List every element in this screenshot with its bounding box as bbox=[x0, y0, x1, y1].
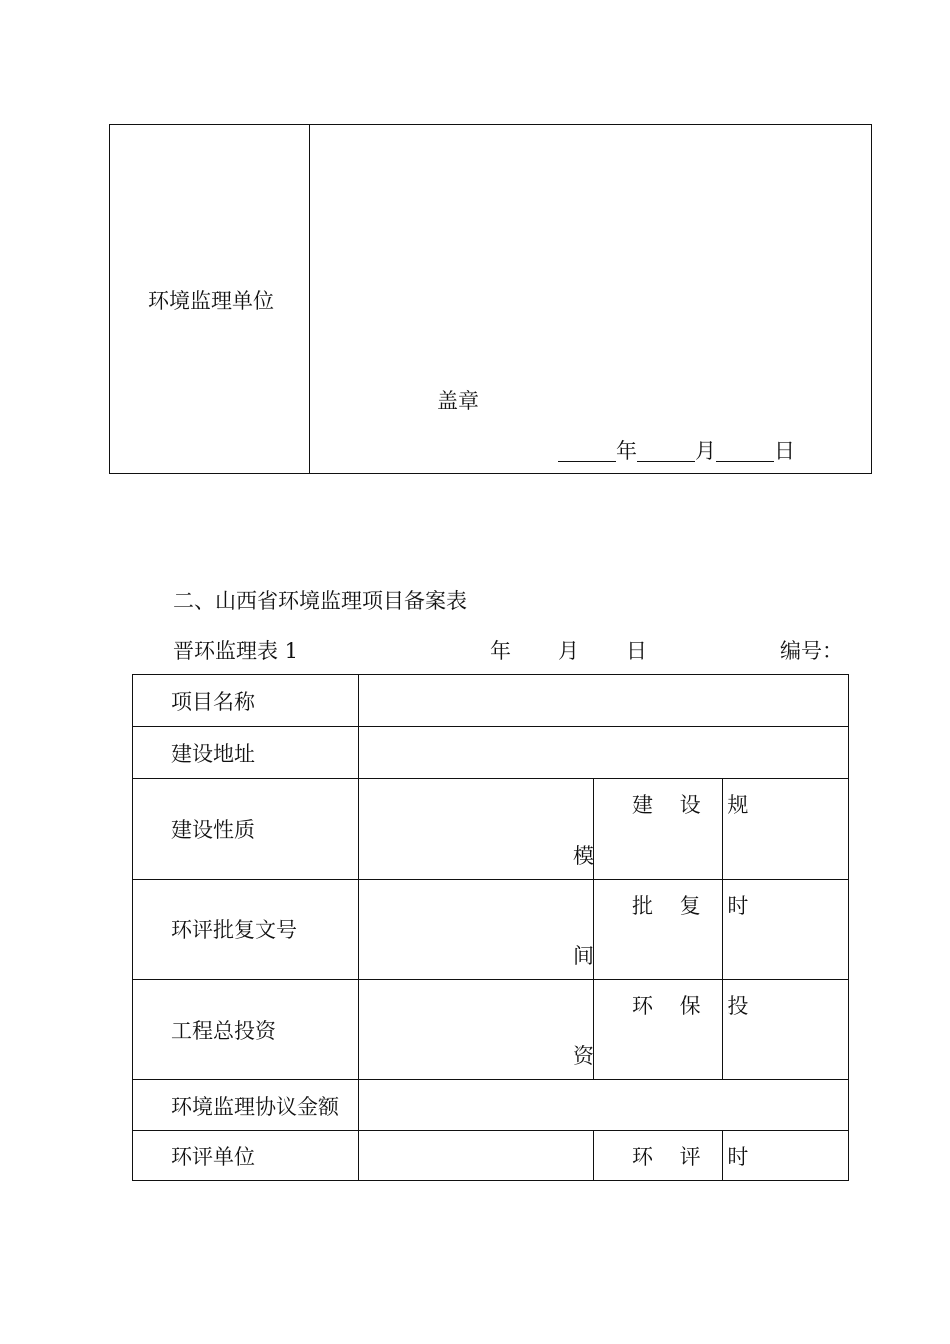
address-label: 建设地址 bbox=[171, 742, 255, 766]
scale-field[interactable] bbox=[724, 780, 847, 878]
eia-approval-doc-label: 环评批复文号 bbox=[171, 918, 297, 942]
month-label: 月 bbox=[695, 439, 716, 463]
seal-label: 盖章 bbox=[437, 389, 479, 413]
header-month: 月 bbox=[558, 639, 579, 663]
env-investment-label: 环 保 投 bbox=[632, 994, 759, 1018]
eia-unit-field[interactable] bbox=[360, 1132, 592, 1179]
number-label: 编号： bbox=[780, 639, 843, 663]
year-label: 年 bbox=[616, 439, 637, 463]
supervision-unit-label: 环境监理单位 bbox=[148, 289, 274, 313]
eia-time-field[interactable] bbox=[724, 1132, 847, 1179]
header-day: 日 bbox=[626, 639, 647, 663]
section-title: 二、山西省环境监理项目备案表 bbox=[173, 589, 467, 613]
eia-unit-label: 环评单位 bbox=[171, 1145, 255, 1169]
project-name-field[interactable] bbox=[360, 676, 847, 725]
contract-amount-label: 环境监理协议金额 bbox=[171, 1095, 339, 1119]
approval-time-label: 批 复 时 bbox=[632, 894, 759, 918]
eia-approval-doc-field[interactable] bbox=[360, 881, 592, 978]
approval-time-label-wrap: 间 bbox=[573, 944, 594, 968]
form-code: 晋环监理表 1 bbox=[173, 639, 299, 663]
scale-label-wrap: 模 bbox=[573, 844, 594, 868]
address-field[interactable] bbox=[360, 728, 847, 777]
eia-time-label: 环 评 时 bbox=[632, 1145, 759, 1169]
env-investment-label-wrap: 资 bbox=[573, 1044, 594, 1068]
nature-label: 建设性质 bbox=[171, 818, 255, 842]
signature-date bbox=[558, 441, 795, 462]
contract-amount-field[interactable] bbox=[360, 1081, 847, 1129]
total-investment-field[interactable] bbox=[360, 981, 592, 1078]
header-year: 年 bbox=[490, 639, 511, 663]
approval-time-field[interactable] bbox=[724, 881, 847, 978]
day-label: 日 bbox=[774, 439, 795, 463]
total-investment-label: 工程总投资 bbox=[171, 1019, 276, 1043]
year-blank[interactable] bbox=[558, 441, 616, 462]
project-name-label: 项目名称 bbox=[171, 690, 255, 714]
env-investment-field[interactable] bbox=[724, 981, 847, 1078]
nature-field[interactable] bbox=[360, 780, 592, 878]
scale-label: 建 设 规 bbox=[632, 793, 759, 817]
day-blank[interactable] bbox=[716, 441, 774, 462]
month-blank[interactable] bbox=[637, 441, 695, 462]
